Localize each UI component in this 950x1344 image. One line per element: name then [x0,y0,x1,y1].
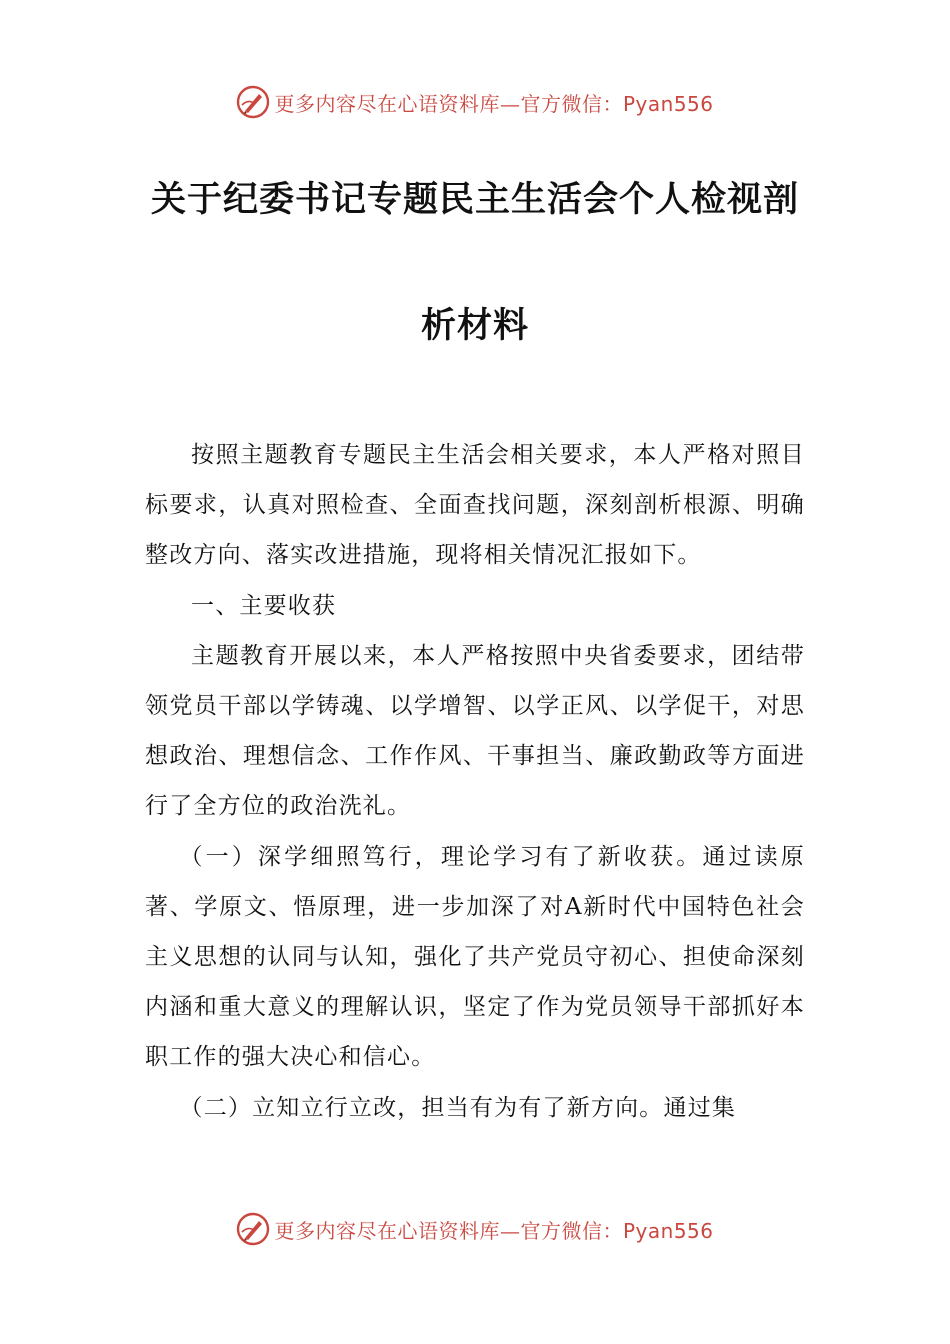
section-heading: 一、主要收获 [191,592,337,619]
pen-logo-icon [236,85,270,119]
watermark-banner-bottom [0,1207,950,1251]
subsection-paragraph: （二）立知立行立改，担当有为有了新方向。通过集 [179,1094,737,1121]
intro-paragraph: 按照主题教育专题民主生活会相关要求，本人严格对照目标要求，认真对照检查、全面查找问题，深刻剖析根源、明确整改方向、落实改进措施，现将相关情况汇报如下。 [145,442,805,569]
watermark-banner-top [0,80,950,124]
body-paragraph: 主题教育开展以来，本人严格按照中央省委要求，团结带领党员干部以学铸魂、以学增智、以学正风、以学促干，对思想政治、理想信念、工作作风、干事担当、廉政勤政等方面进行了全方位的政治洗礼。 [145,642,805,820]
subsection-paragraph: （一）深学细照笃行，理论学习有了新收获。通过读原著、学原文、悟原理，进一步加深了对A新时代中国特色社会主义思想的认同与认知，强化了共产党员守初心、担使命深刻内涵和重大意义的理解认识，坚定了作为党员领导干部抓好本职工作的强大决心和信心。 [145,843,805,1071]
watermark-text: 更多内容尽在心语资料库—官方微信：Pyan556 [274,1218,714,1243]
document-title-line-2: 析材料 [420,306,529,346]
document-body [145,430,805,1133]
document-title-line-1: 关于纪委书记专题民主生活会个人检视剖 [150,180,799,220]
pen-logo-icon [236,1212,270,1246]
watermark-text: 更多内容尽在心语资料库—官方微信：Pyan556 [274,91,714,116]
